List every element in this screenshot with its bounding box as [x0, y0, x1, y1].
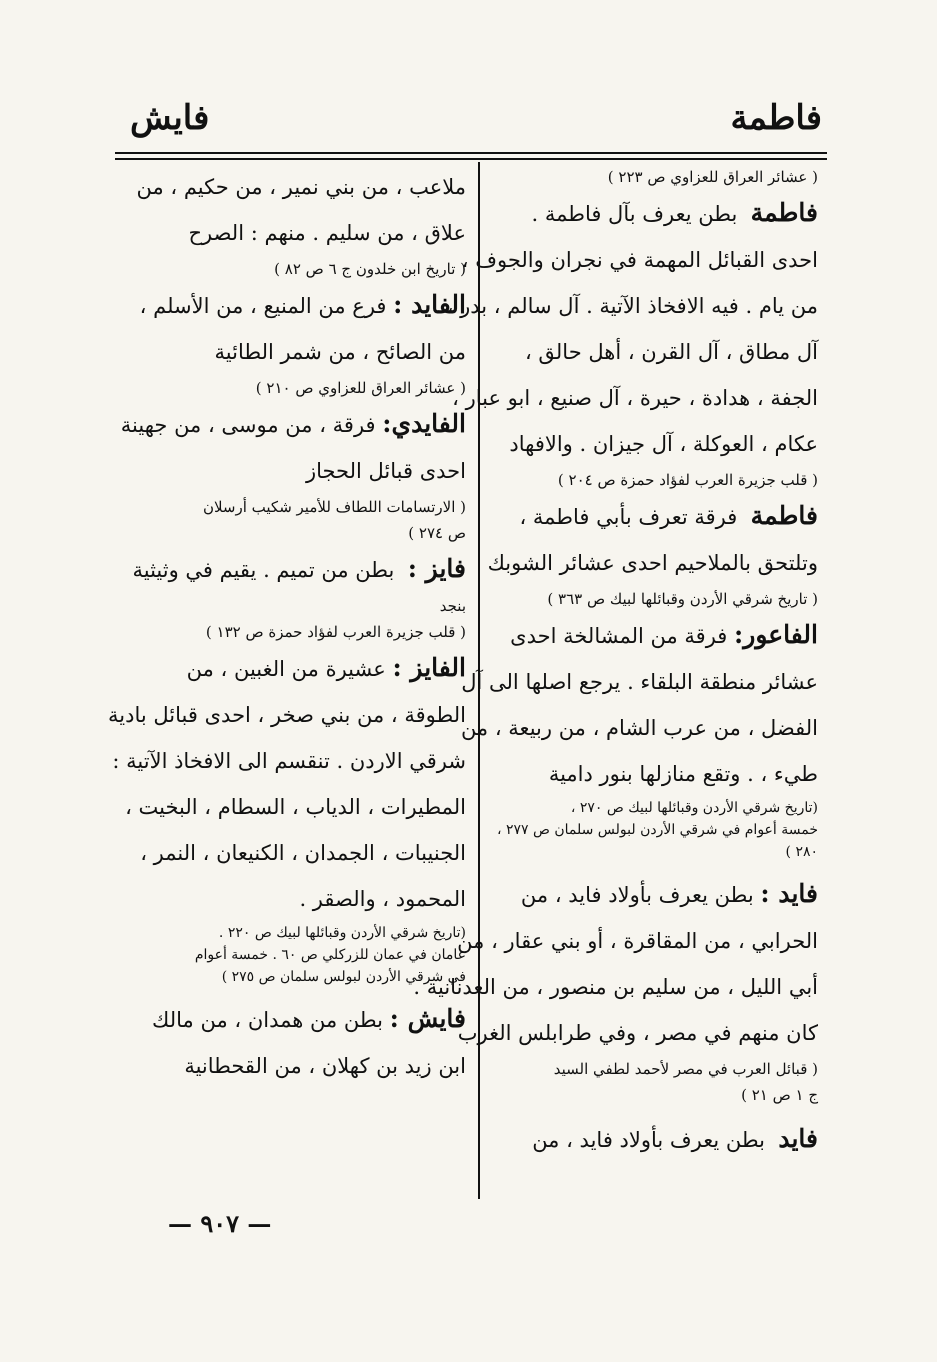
- entry-heading: الفايدي:: [382, 409, 466, 438]
- entry-text: علاق ، من سليم . منهم : الصرح: [188, 221, 466, 245]
- entry-text: ملاعب ، من بني نمير ، من حكيم ، من: [136, 175, 466, 199]
- entry-heading: الفاعور:: [734, 620, 818, 649]
- entry-heading: فايد :: [760, 879, 818, 908]
- entry-text: بنجد: [439, 597, 466, 615]
- entry-heading: الفايد :: [393, 290, 466, 319]
- entry-text: من يام . فيه الافخاذ الآتية . آل سالم ، بدر ،: [446, 294, 818, 318]
- entry-text: عشائر منطقة البلقاء . يرجع اصلها الى آل: [461, 670, 818, 694]
- source-citation: ج ١ ص ٢١ ): [741, 1086, 818, 1104]
- entry-text: الحرابي ، من المقاقرة ، أو بني عقار ، من: [457, 929, 818, 953]
- entry-text: الفضل ، من عرب الشام ، من ربيعة ، من: [460, 716, 818, 740]
- source-citation: ٢٨٠ ): [785, 844, 818, 860]
- source-citation: ( قلب جزيرة العرب لفؤاد حمزة ص ٢٠٤ ): [557, 471, 818, 489]
- entry-text: بطن يعرف بأولاد فايد ، من: [532, 1128, 765, 1152]
- entry-text: بطن من تميم . يقيم في وثيثية: [132, 558, 395, 582]
- entry-text: الجفة ، هدادة ، حيرة ، آل صنيع ، ابو عبار ،: [452, 386, 818, 410]
- entry-text: أبي الليل ، من سليم بن منصور ، من العدنانية .: [413, 975, 818, 999]
- entry-text: طيء ، . وتقع منازلها بنور دامية: [548, 762, 818, 786]
- source-citation: ( قلب جزيرة العرب لفؤاد حمزة ص ١٣٢ ): [205, 623, 466, 641]
- entry-text: ابن زيد بن كهلان ، من القحطانية: [184, 1054, 466, 1078]
- entry-text: فرقة ، من موسى ، من جهينة: [120, 413, 376, 437]
- source-citation: ( الارتسامات اللطاف للأمير شكيب أرسلان: [202, 498, 466, 516]
- running-header-right: فاطمة: [730, 98, 822, 138]
- entry-text: بطن يعرف بآل فاطمة .: [531, 202, 738, 226]
- entry-heading: فاطمة: [750, 501, 818, 530]
- entry-text: آل مطاق ، آل القرن ، أهل حالق ،: [524, 340, 818, 364]
- source-citation: في شرقي الأردن لبولس سلمان ص ٢٧٥ ): [221, 969, 466, 985]
- source-citation: (تاريخ شرقي الأردن وقبائلها لبيك ص ٢٧٠ ،: [570, 800, 818, 816]
- entry-text: بطن من همدان ، من مالك: [152, 1008, 383, 1032]
- entry-heading: الفايز :: [392, 653, 466, 682]
- entry-text: الطوقة ، من بني صخر ، احدى قبائل بادية: [108, 703, 466, 727]
- running-header-left: فايش: [130, 98, 210, 138]
- entry-heading: فايز :: [407, 554, 466, 583]
- source-citation: ( عشائر العراق للعزاوي ص ٢١٠ ): [255, 379, 466, 397]
- page-number: — ٩٠٧ —: [168, 1209, 272, 1238]
- header-rule-top: [115, 152, 827, 154]
- source-citation: ( تاريخ شرقي الأردن وقبائلها لبيك ص ٣٦٣ ): [547, 590, 818, 608]
- entry-text: شرقي الاردن . تنقسم الى الافخاذ الآتية :: [112, 749, 466, 773]
- entry-text: عكام ، العوكلة ، آل جيزان . والافهاد: [509, 432, 818, 456]
- source-citation: (تاريخ شرقي الأردن وقبائلها لبيك ص ٢٢٠ .: [218, 925, 466, 941]
- entry-text: احدى قبائل الحجاز: [305, 459, 466, 483]
- entry-text: بطن يعرف بأولاد فايد ، من: [520, 883, 754, 907]
- entry-text: من الصائح ، من شمر الطائية: [214, 340, 466, 364]
- source-citation: ( تاريخ ابن خلدون ج ٦ ص ٨٢ ): [274, 260, 466, 278]
- entry-heading: فاطمة: [750, 198, 818, 227]
- source-citation: خمسة أعوام في شرقي الأردن لبولس سلمان ص ٢٧٧ ،: [496, 822, 818, 838]
- entry-text: الجنيبات ، الجمدان ، الكنيعان ، النمر ،: [140, 841, 466, 865]
- entry-text: المطيرات ، الدياب ، السطام ، البخيت ،: [125, 795, 466, 819]
- source-citation: ( عشائر العراق للعزاوي ص ٢٢٣ ): [607, 168, 818, 186]
- left-column: [108, 164, 466, 1089]
- entry-text: وتلتحق بالملاحيم احدى عشائر الشوبك: [487, 551, 818, 575]
- entry-text: المحمود ، والصقر .: [299, 887, 466, 911]
- entry-text: عشيرة من الغبين ، من: [186, 657, 386, 681]
- entry-text: فرقة من المشالخة احدى: [510, 624, 728, 648]
- source-citation: عامان في عمان للزركلي ص ٦٠ . خمسة أعوام: [194, 947, 466, 963]
- entry-text: احدى القبائل المهمة في نجران والجوف ،: [461, 248, 818, 272]
- entry-text: فرع من المنيع ، من الأسلم ،: [139, 294, 387, 318]
- entry-heading: فايش :: [389, 1004, 466, 1033]
- entry-text: كان منهم في مصر ، وفي طرابلس الغرب: [457, 1021, 818, 1045]
- source-citation: ( قبائل العرب في مصر لأحمد لطفي السيد: [553, 1060, 818, 1078]
- header-rule-bottom: [115, 158, 827, 160]
- entry-text: فرقة تعرف بأبي فاطمة ،: [519, 505, 738, 529]
- entry-heading: فايد: [778, 1124, 818, 1153]
- source-citation: ص ٢٧٤ ): [408, 524, 466, 542]
